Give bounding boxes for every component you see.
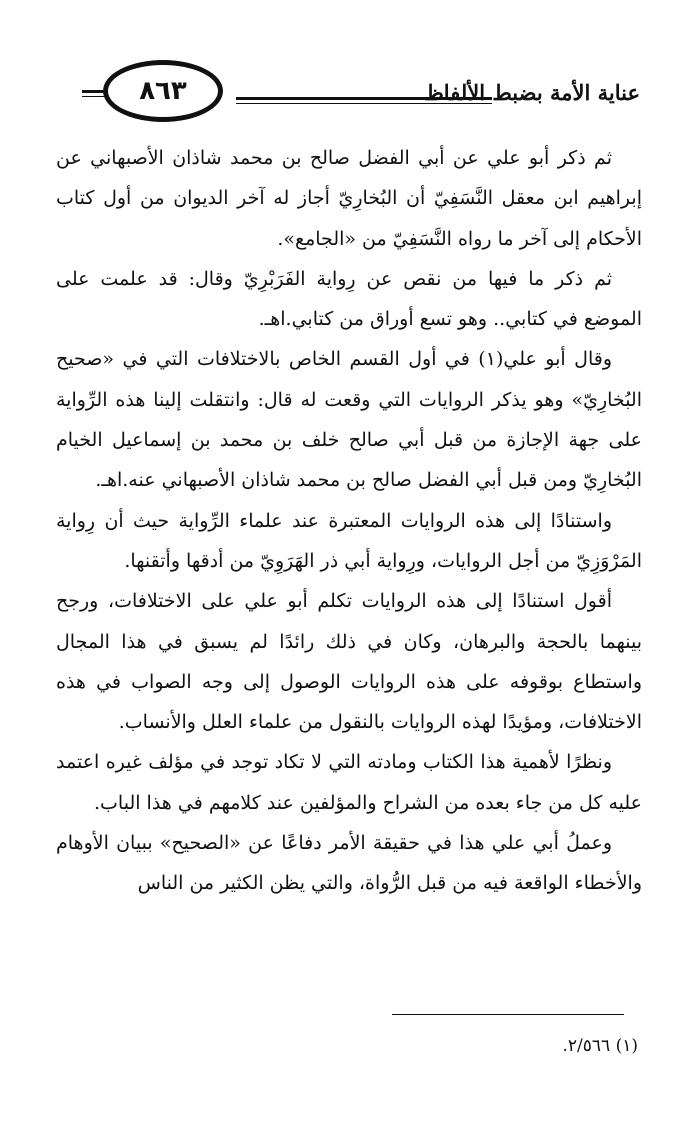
paragraph: واستنادًا إلى هذه الروايات المعتبرة عند علماء الرِّواية حيث أن رِواية المَرْوَزِيّ من أجل الروايات، ورِواية أبي ذر الهَرَوِيّ من أدقها وأتقنها. [56,509,642,572]
page-number-badge [103,60,223,122]
paragraph: أقول استنادًا إلى هذه الروايات تكلم أبو علي على الاختلافات، ورجح بينهما بالحجة والبرهان، وكان في ذلك رائدًا لم يسبق في هذا المجال واستطاع بوقوفه على هذه الروايات الوصول إلى وجه الصواب في هذه الاختلافات، ومؤيدًا لهذه الروايات بالنقول من علماء العلل والأنساب. [56,590,642,734]
page-header [60,52,650,114]
page-number: ٨٦٣ [139,76,187,106]
paragraph: وقال أبو علي(١) في أول القسم الخاص بالاختلافات التي في «صحيح البُخارِيّ» وهو يذكر الروايات التي وقعت له قال: وانتقلت إلينا هذه الرِّواية على جهة الإجازة من قبل أبي صالح خلف بن محمد بن إسماعيل الخيام البُخارِيّ ومن قبل أبي الفضل صالح بن محمد شاذان الأصبهاني عنه.اهـ. [56,348,642,492]
paragraph: وعملُ أبي علي هذا في حقيقة الأمر دفاعًا عن «الصحيح» ببيان الأوهام والأخطاء الواقعة فيه من قبل الرُّواة، والتي يظن الكثير من الناس [56,832,642,895]
footnote-separator [392,1014,624,1015]
footnote: (١) ٢/٥٦٦. [562,1036,638,1056]
paragraph: ثم ذكر أبو علي عن أبي الفضل صالح بن محمد شاذان الأصبهاني عن إبراهيم ابن معقل النَّسَفِيّ أن البُخارِيّ أجاز له آخر الديوان من أول كتاب الأحكام إلى آخر ما رواه النَّسَفِيّ من «الجامع». [56,147,642,250]
main-text [56,138,642,904]
running-title: عناية الأمة بضبط الألفاظ [424,80,640,105]
paragraph: ونظرًا لأهمية هذا الكتاب ومادته التي لا تكاد توجد في مؤلف غيره اعتمد عليه كل من جاء بعده من الشراح والمؤلفين عند كلامهم في هذا الباب. [56,751,642,814]
paragraph: ثم ذكر ما فيها من نقص عن رِواية الفَرَبْرِيّ وقال: قد علمت على الموضع في كتابي.. وهو تسع أوراق من كتابي.اهـ. [56,267,642,331]
